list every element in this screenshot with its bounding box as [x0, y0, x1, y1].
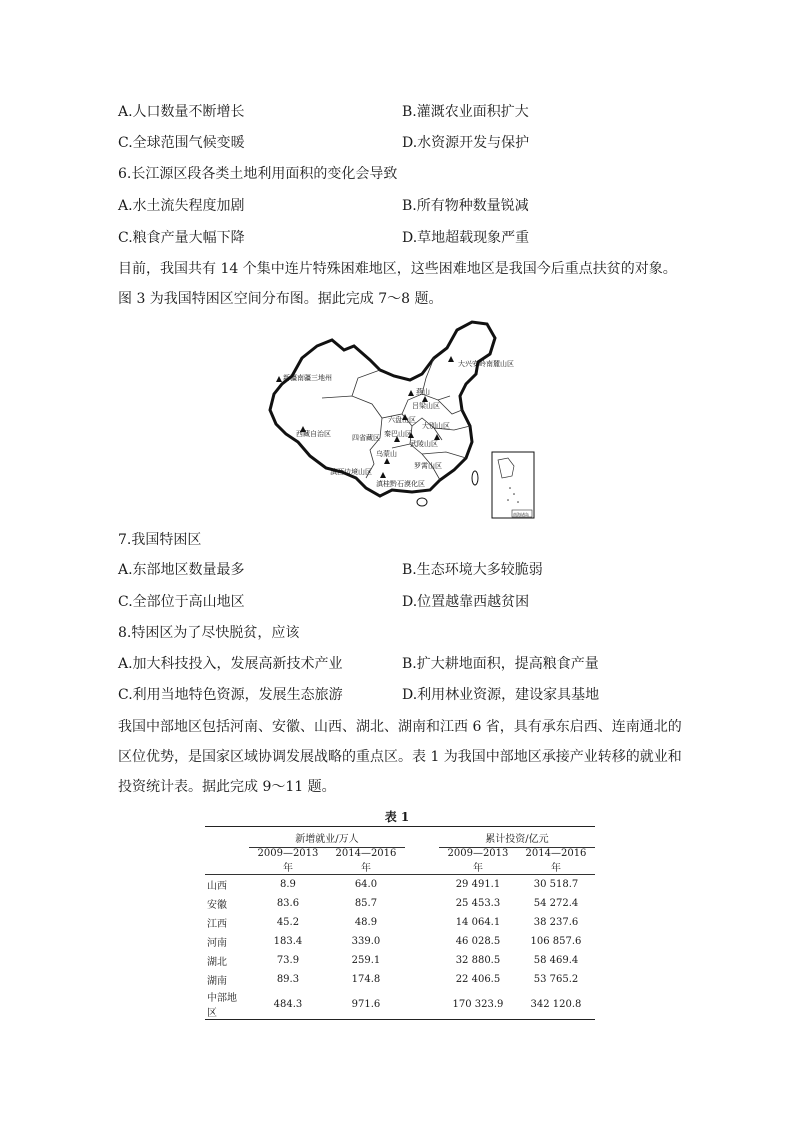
table-row: [205, 875, 595, 895]
cell-investment-2014-2016: 30 518.7: [533, 879, 579, 890]
poverty-area-map: [262, 318, 537, 523]
q7-option-b: B.生态环境大多较脆弱: [402, 562, 543, 578]
china-outline: [270, 322, 495, 496]
map-label-5: 六盘山区: [388, 416, 416, 424]
q5-option-a: A.人口数量不断增长: [118, 104, 245, 120]
header-employment: 新增就业/万人: [249, 827, 405, 848]
map-label-9: 滇桂黔石漠化区: [376, 480, 425, 488]
table-row: [205, 989, 595, 1020]
cell-investment-2014-2016: 342 120.8: [517, 989, 595, 1020]
cell-investment-2009-2013: 32 880.5: [455, 955, 501, 966]
cell-employment-2009-2013: 83.6: [276, 898, 300, 909]
q8-stem: 8.特困区为了尽快脱贫，应该: [118, 625, 300, 641]
cell-employment-2014-2016: 85.7: [354, 898, 378, 909]
header-investment: 累计投资/亿元: [439, 827, 595, 848]
cell-employment-2014-2016: 971.6: [327, 989, 405, 1020]
intro-9-11-line3: 投资统计表。据此完成 9～11 题。: [118, 779, 336, 795]
cell-region: 湖北: [207, 957, 227, 968]
q6-option-a: A.水土流失程度加剧: [118, 198, 245, 214]
map-label-11: 吕梁山区: [412, 402, 440, 410]
map-label-0: 大兴安岭南麓山区: [458, 360, 514, 368]
q6-option-c: C.粮食产量大幅下降: [118, 230, 245, 246]
q6-option-d: D.草地超载现象严重: [402, 230, 530, 246]
cell-employment-2014-2016: 174.8: [351, 974, 381, 985]
cell-region: 江西: [207, 919, 227, 930]
cell-region: 中部地区: [205, 989, 249, 1020]
table-row: [205, 970, 595, 989]
table-row: [205, 932, 595, 951]
cell-employment-2009-2013: 183.4: [273, 936, 303, 947]
cell-region: 河南: [207, 938, 227, 949]
q5-option-d: D.水资源开发与保护: [402, 135, 530, 151]
q8-option-a: A.加大科技投入，发展高新技术产业: [118, 656, 343, 672]
q5-option-c: C.全球范围气候变暖: [118, 135, 245, 151]
cell-investment-2014-2016: 54 272.4: [533, 898, 579, 909]
map-label-1: 新疆南疆三地州: [283, 374, 332, 382]
cell-employment-2009-2013: 484.3: [249, 989, 327, 1020]
q6-stem: 6.长江源区段各类土地利用面积的变化会导致: [118, 166, 398, 182]
q7-option-a: A.东部地区数量最多: [118, 562, 245, 578]
map-label-8: 武陵山区: [410, 440, 438, 448]
map-label-6: 滇西边境山区: [330, 468, 372, 476]
cell-investment-2009-2013: 170 323.9: [439, 989, 517, 1020]
cell-investment-2014-2016: 58 469.4: [533, 955, 579, 966]
q8-option-b: B.扩大耕地面积，提高粮食产量: [402, 656, 599, 672]
table-row: [205, 913, 595, 932]
header-period-4: 2014—2016 年: [517, 848, 595, 875]
table-caption: 表 1: [384, 810, 410, 824]
q7-stem: 7.我国特困区: [118, 532, 202, 548]
header-period-3: 2009—2013 年: [439, 848, 517, 875]
q6-option-b: B.所有物种数量锐减: [402, 198, 529, 214]
cell-investment-2009-2013: 22 406.5: [455, 974, 501, 985]
cell-employment-2014-2016: 339.0: [351, 936, 381, 947]
table-row: [205, 951, 595, 970]
header-period-2: 2014—2016 年: [327, 848, 405, 875]
cell-region: 湖南: [207, 976, 227, 987]
cell-employment-2009-2013: 89.3: [276, 974, 300, 985]
map-label-2: 燕山: [416, 388, 430, 396]
cell-investment-2014-2016: 53 765.2: [533, 974, 579, 985]
intro-7-8-line1: 目前，我国共有 14 个集中连片特殊困难地区，这些困难地区是我国今后重点扶贫的对象。: [118, 261, 677, 277]
q5-option-b: B.灌溉农业面积扩大: [402, 104, 529, 120]
table-corner: [205, 827, 249, 848]
cell-employment-2014-2016: 48.9: [354, 917, 378, 928]
cell-investment-2014-2016: 106 857.6: [530, 936, 582, 947]
cell-investment-2009-2013: 14 064.1: [455, 917, 501, 928]
map-label-10: 秦巴山区: [384, 430, 412, 438]
intro-9-11-line2: 区位优势，是国家区域协调发展战略的重点区。表 1 为我国中部地区承接产业转移的就业和: [118, 749, 682, 765]
cell-employment-2009-2013: 45.2: [276, 917, 300, 928]
cell-investment-2009-2013: 29 491.1: [455, 879, 501, 890]
table-1: [205, 826, 595, 1020]
header-period-1: 2009—2013 年: [249, 848, 327, 875]
q8-option-d: D.利用林业资源，建设家具基地: [402, 687, 600, 703]
map-label-12: 大别山区: [422, 422, 450, 430]
cell-employment-2009-2013: 73.9: [276, 955, 300, 966]
cell-investment-2009-2013: 25 453.3: [455, 898, 501, 909]
intro-7-8-line2: 图 3 为我国特困区空间分布图。据此完成 7～8 题。: [118, 291, 443, 307]
map-label-13: 罗霄山区: [414, 462, 442, 470]
cell-employment-2014-2016: 64.0: [354, 879, 378, 890]
cell-investment-2009-2013: 46 028.5: [455, 936, 501, 947]
q8-option-c: C.利用当地特色资源，发展生态旅游: [118, 687, 343, 703]
map-label-7: 乌蒙山: [376, 450, 397, 458]
cell-region: 安徽: [207, 900, 227, 911]
q7-option-c: C.全部位于高山地区: [118, 594, 245, 610]
q7-option-d: D.位置越靠西越贫困: [402, 594, 530, 610]
cell-region: 山西: [207, 881, 227, 892]
cell-investment-2014-2016: 38 237.6: [533, 917, 579, 928]
cell-employment-2014-2016: 259.1: [351, 955, 381, 966]
map-label-14: 南海诸岛: [513, 512, 529, 517]
cell-employment-2009-2013: 8.9: [280, 879, 296, 890]
intro-9-11-line1: 我国中部地区包括河南、安徽、山西、湖北、湖南和江西 6 省，具有承东启西、连南通北的: [118, 719, 682, 735]
table-row: [205, 894, 595, 913]
map-label-4: 四省藏区: [352, 434, 380, 442]
map-label-3: 西藏自治区: [296, 430, 331, 438]
